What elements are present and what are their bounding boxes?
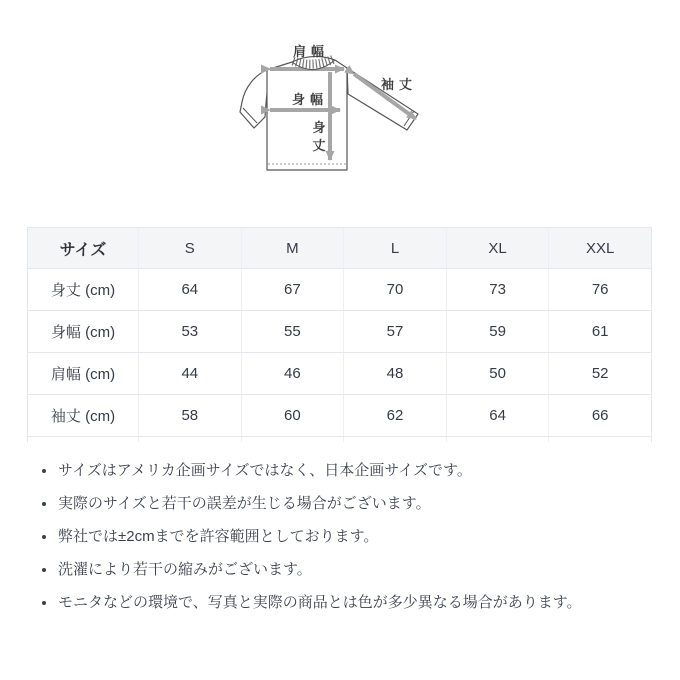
row-label: 袖丈 (cm) — [28, 394, 138, 436]
table-row-sleeve-length — [28, 394, 651, 436]
row-label: 身幅 (cm) — [28, 310, 138, 352]
header-cell-s: S — [138, 228, 241, 268]
header-cell-size: サイズ — [28, 228, 138, 268]
size-value: 44 — [138, 352, 241, 394]
header-cell-l: L — [343, 228, 446, 268]
table-row-body-width — [28, 310, 651, 352]
size-value: 46 — [241, 352, 344, 394]
size-value: 50 — [446, 352, 549, 394]
size-value: 64 — [138, 268, 241, 310]
body-length-label-bottom: 丈 — [312, 138, 326, 153]
size-value: 52 — [548, 352, 651, 394]
size-value: 62 — [343, 394, 446, 436]
size-value: 76 — [548, 268, 651, 310]
table-row-body-length — [28, 268, 651, 310]
size-table-header-row — [28, 228, 651, 268]
size-value: 48 — [343, 352, 446, 394]
table-row-shoulder-width — [28, 352, 651, 394]
shoulder-width-label: 肩幅 — [292, 44, 330, 59]
size-value: 57 — [343, 310, 446, 352]
sleeve-length-label: 袖丈 — [380, 77, 418, 92]
size-table — [27, 227, 652, 442]
row-label: 肩幅 (cm) — [28, 352, 138, 394]
size-value: 64 — [446, 394, 549, 436]
note-item: モニタなどの環境で、写真と実際の商品とは色が多少異なる場合があります。 — [40, 593, 650, 613]
shirt-measurement-diagram — [237, 32, 447, 212]
size-value: 55 — [241, 310, 344, 352]
size-value: 58 — [138, 394, 241, 436]
size-value: 60 — [241, 394, 344, 436]
size-value: 70 — [343, 268, 446, 310]
header-cell-m: M — [241, 228, 344, 268]
note-item: サイズはアメリカ企画サイズではなく、日本企画サイズです。 — [40, 461, 650, 481]
note-item: 実際のサイズと若干の誤差が生じる場合がございます。 — [40, 494, 650, 514]
size-value: 66 — [548, 394, 651, 436]
size-value: 61 — [548, 310, 651, 352]
header-cell-xxl: XXL — [548, 228, 651, 268]
size-value: 67 — [241, 268, 344, 310]
header-cell-xl: XL — [446, 228, 549, 268]
note-item: 洗濯により若干の縮みがございます。 — [40, 560, 650, 580]
size-value: 73 — [446, 268, 549, 310]
notes-list — [40, 461, 650, 626]
body-length-label-top: 身 — [312, 120, 326, 135]
row-label: 身丈 (cm) — [28, 268, 138, 310]
size-value: 59 — [446, 310, 549, 352]
size-value: 53 — [138, 310, 241, 352]
body-width-label: 身幅 — [291, 92, 329, 107]
note-item: 弊社では±2cmまでを許容範囲としております。 — [40, 527, 650, 547]
table-cropped-row — [28, 436, 651, 442]
